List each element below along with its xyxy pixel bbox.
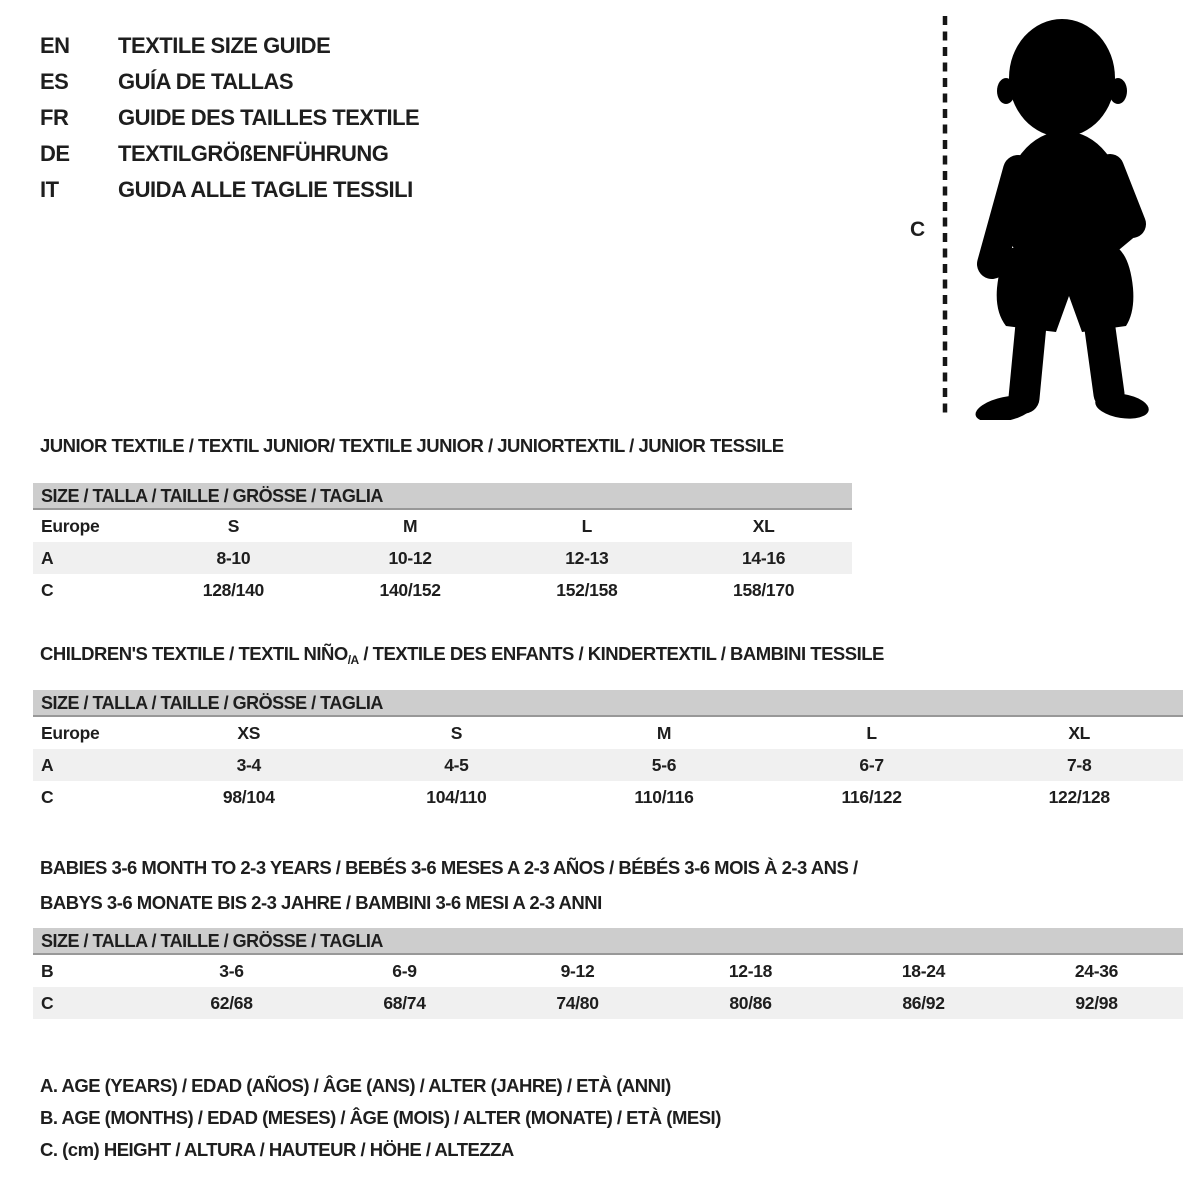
table-cell: 152/158 [556,579,618,600]
row-label: C [41,992,54,1013]
language-code: ES [40,69,69,94]
height-label-c: C [910,218,926,241]
language-guide-title: TEXTILGRÖßENFÜHRUNG [118,141,389,166]
table-cell: 80/86 [729,992,772,1013]
language-guide-title: GUIDE DES TAILLES TEXTILE [118,105,420,130]
baby-silhouette-icon [962,12,1168,420]
size-header-bar: SIZE / TALLA / TAILLE / GRÖSSE / TAGLIA [33,928,1183,955]
table-cell: L [581,515,593,536]
table-cell: 110/116 [634,786,694,807]
language-code: DE [40,141,70,166]
section-title-junior: JUNIOR TEXTILE / TEXTIL JUNIOR/ TEXTILE JUNIOR / JUNIORTEXTIL / JUNIOR TESSILE [40,435,784,456]
table-cell: 5-6 [651,754,677,775]
table-cell: 3-4 [236,754,261,775]
footnote-legend [40,1070,721,1166]
table-cell: 86/92 [902,992,945,1013]
table-cell: 12-18 [728,960,773,981]
table-cell: 9-12 [560,960,595,981]
table-cell: 12-13 [565,547,609,568]
table-cell: S [227,515,240,536]
table-cell: XL [752,515,775,536]
footnote: C. (cm) HEIGHT / ALTURA / HAUTEUR / HÖHE / ALTEZZA [40,1139,514,1160]
section-title-children-subscript: /A [347,653,359,667]
babies-size-table [33,928,1183,1019]
table-cell: 6-9 [392,960,417,981]
table-cell: M [402,515,418,536]
table-row [33,717,1183,749]
language-title-list [40,28,419,208]
children-size-table [33,690,1183,813]
table-cell: 10-12 [388,547,432,568]
table-row [33,781,1183,813]
table-row [33,574,852,606]
row-label: B [41,960,54,981]
table-cell: 128/140 [202,579,264,600]
size-header-bar: SIZE / TALLA / TAILLE / GRÖSSE / TAGLIA [33,690,1183,717]
table-cell: 14-16 [741,547,786,568]
table-row [33,542,852,574]
footnote: B. AGE (MONTHS) / EDAD (MESES) / ÂGE (MOIS) / ALTER (MONATE) / ETÀ (MESI) [40,1107,721,1128]
table-cell: 158/170 [733,579,795,600]
footnote: A. AGE (YEARS) / EDAD (AÑOS) / ÂGE (ANS) / ALTER (JAHRE) / ETÀ (ANNI) [40,1075,671,1096]
table-cell: S [450,722,463,743]
table-cell: L [866,722,877,743]
table-cell: 8-10 [216,547,251,568]
row-label: Europe [41,722,100,743]
language-code: FR [40,105,69,130]
row-label: C [41,786,54,807]
table-cell: 24-36 [1074,960,1119,981]
table-cell: 92/98 [1075,992,1118,1013]
table-cell: XL [1068,722,1091,743]
table-cell: 18-24 [901,960,946,981]
section-title-babies-line1: BABIES 3-6 MONTH TO 2-3 YEARS / BEBÉS 3-6 MESES A 2-3 AÑOS / BÉBÉS 3-6 MOIS À 2-3 ANS / [40,857,858,878]
language-item [40,64,419,100]
table-cell: 122/128 [1048,786,1110,807]
table-cell: 4-5 [444,754,469,775]
language-code: EN [40,33,70,58]
section-title-babies-line2: BABYS 3-6 MONATE BIS 2-3 JAHRE / BAMBINI 3-6 MESI A 2-3 ANNI [40,892,602,913]
junior-size-table [33,483,852,606]
table-cell: 6-7 [859,754,884,775]
row-label: A [41,547,54,568]
table-row [33,510,852,542]
language-item [40,100,419,136]
table-cell: 104/110 [426,786,487,807]
language-item [40,136,419,172]
table-cell: 98/104 [222,786,275,807]
language-code: IT [40,177,59,202]
section-title-children-part2: / TEXTILE DES ENFANTS / KINDERTEXTIL / BAMBINI TESSILE [358,643,884,664]
table-cell: 74/80 [556,992,599,1013]
row-label: Europe [41,515,100,536]
table-cell: 7-8 [1066,754,1092,775]
section-title-babies [40,850,858,920]
table-cell: 3-6 [219,960,244,981]
table-cell: 62/68 [210,992,253,1013]
language-item [40,172,419,208]
table-cell: M [656,722,672,743]
table-cell: 116/122 [841,786,902,807]
row-label: C [41,579,54,600]
language-guide-title: GUÍA DE TALLAS [118,69,294,94]
size-header-bar: SIZE / TALLA / TAILLE / GRÖSSE / TAGLIA [33,483,852,510]
table-cell: XS [237,722,261,743]
language-guide-title: GUIDA ALLE TAGLIE TESSILI [118,177,413,202]
table-row [33,749,1183,781]
row-label: A [41,754,54,775]
table-row [33,955,1183,987]
height-diagram [900,12,1190,424]
section-title-children-part1: CHILDREN'S TEXTILE / TEXTIL NIÑO [40,643,348,664]
height-measure-line [942,16,950,418]
section-title-children [40,643,884,665]
table-cell: 68/74 [383,992,426,1013]
table-row [33,987,1183,1019]
table-cell: 140/152 [379,579,441,600]
language-guide-title: TEXTILE SIZE GUIDE [118,33,331,58]
language-item [40,28,419,64]
